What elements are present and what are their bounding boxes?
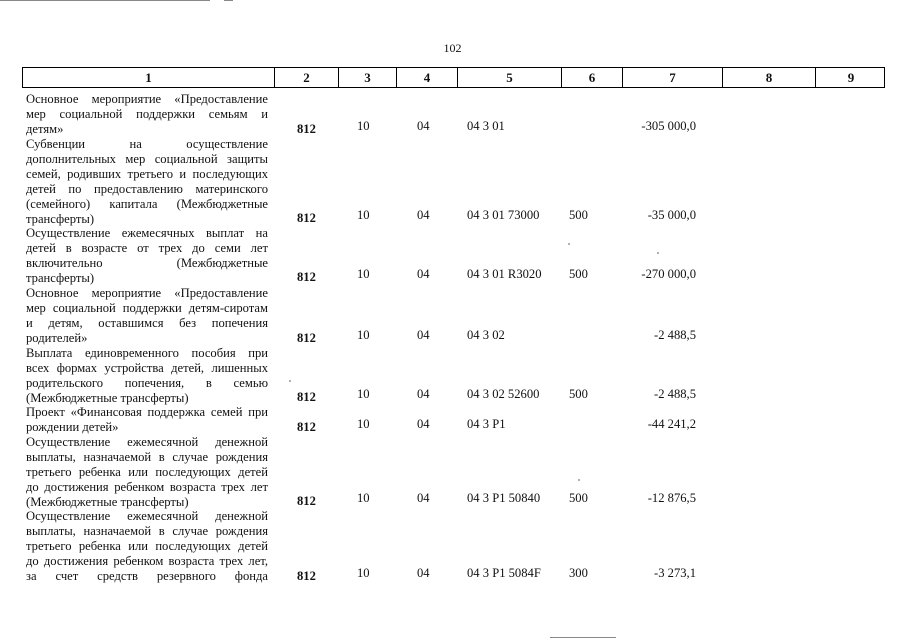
cell-ministry-code: 812 [297, 211, 316, 225]
cell-amount: -305 000,0 [641, 119, 696, 133]
cell-subsection: 04 [417, 119, 430, 133]
row-name-line: детям» [26, 121, 64, 136]
row-name-line: выплаты, назначаемой в случае рождения [26, 523, 268, 538]
cell-ministry-code: 812 [297, 569, 316, 583]
cell-subsection: 04 [417, 328, 430, 342]
cell-ministry-code: 812 [297, 494, 316, 508]
cell-subsection: 04 [417, 267, 430, 281]
row-name-line: за счет средств резервного фонда [26, 568, 268, 583]
header-cell: 2 [274, 68, 338, 87]
cell-section: 10 [357, 566, 370, 580]
cell-ministry-code: 812 [297, 270, 316, 284]
header-cell: 5 [457, 68, 561, 87]
cell-expense-type: 500 [569, 208, 588, 222]
row-name-line: мер социальной поддержки семьям и [26, 106, 268, 121]
scan-edge-line [550, 637, 616, 638]
row-name-line: включительно (Межбюджетные [26, 255, 268, 270]
row-name-line: трансферты) [26, 270, 95, 285]
row-name-line: детей по предоставлению материнского [26, 181, 268, 196]
row-name [26, 286, 268, 346]
header-cell: 8 [722, 68, 815, 87]
cell-subsection: 04 [417, 387, 430, 401]
row-name-line: до достижения ребенком возраста трех лет [26, 479, 268, 494]
cell-ministry-code: 812 [297, 331, 316, 345]
cell-section: 10 [357, 119, 370, 133]
cell-ministry-code: 812 [297, 420, 316, 434]
row-name [26, 92, 268, 137]
cell-subsection: 04 [417, 566, 430, 580]
row-name-line: родительского попечения, в семью [26, 375, 268, 390]
page-number: 102 [443, 41, 462, 55]
row-name [26, 435, 268, 510]
cell-amount: -270 000,0 [641, 267, 696, 281]
row-name-line: семей, родивших третьего и последующих [26, 166, 268, 181]
header-cell: 7 [622, 68, 722, 87]
cell-target-article: 04 3 01 73000 [467, 208, 540, 222]
cell-expense-type: 500 [569, 267, 588, 281]
row-name-line: третьего ребенка или последующих детей [26, 464, 268, 479]
row-name [26, 346, 268, 406]
cell-target-article: 04 3 02 [467, 328, 505, 342]
row-name-line: всех формах устройства детей, лишенных [26, 360, 268, 375]
header-cell: 3 [338, 68, 396, 87]
header-cell: 9 [815, 68, 886, 87]
row-name-line: Осуществление ежемесячной денежной [26, 509, 268, 523]
cell-target-article: 04 3 01 R3020 [467, 267, 542, 281]
row-name [26, 137, 268, 226]
row-name-line: Осуществление ежемесячных выплат на [26, 226, 268, 240]
cell-expense-type: 500 [569, 491, 588, 505]
row-name-line: дополнительных мер социальной защиты [26, 151, 268, 166]
cell-subsection: 04 [417, 417, 430, 431]
cell-amount: -2 488,5 [654, 387, 696, 401]
row-name-line: третьего ребенка или последующих детей [26, 538, 268, 553]
header-cell: 4 [396, 68, 457, 87]
cell-target-article: 04 3 P1 50840 [467, 491, 541, 505]
row-name-line: Проект «Финансовая поддержка семей при [26, 405, 268, 419]
scan-edge-line [224, 0, 233, 1]
row-name-line: и детям, оставшимся без попечения [26, 315, 268, 330]
row-name-line: (Межбюджетные трансферты) [26, 390, 189, 405]
scan-edge-line [0, 0, 210, 1]
row-name-line: выплаты, назначаемой в случае рождения [26, 449, 268, 464]
row-name-line: родителей» [26, 330, 88, 345]
cell-expense-type: 300 [569, 566, 588, 580]
row-name-line: детей в возрасте от трех до семи лет [26, 240, 268, 255]
row-name [26, 405, 268, 435]
row-name-line: Субвенции на осуществление [26, 137, 268, 151]
row-name-line: рождении детей» [26, 419, 119, 434]
cell-section: 10 [357, 417, 370, 431]
cell-amount: -35 000,0 [647, 208, 696, 222]
row-name-line: (Межбюджетные трансферты) [26, 494, 189, 509]
cell-target-article: 04 3 01 [467, 119, 505, 133]
cell-target-article: 04 3 02 52600 [467, 387, 540, 401]
cell-section: 10 [357, 267, 370, 281]
cell-section: 10 [357, 328, 370, 342]
cell-target-article: 04 3 P1 5084F [467, 566, 541, 580]
cell-ministry-code: 812 [297, 122, 316, 136]
cell-amount: -44 241,2 [647, 417, 696, 431]
cell-target-article: 04 3 P1 [467, 417, 506, 431]
cell-amount: -3 273,1 [654, 566, 696, 580]
row-name-line: Основное мероприятие «Предоставление [26, 286, 268, 300]
row-name-line: (семейного) капитала (Межбюджетные [26, 196, 268, 211]
scan-speck [568, 243, 570, 245]
row-name [26, 226, 268, 286]
cell-section: 10 [357, 387, 370, 401]
row-name-line: Основное мероприятие «Предоставление [26, 92, 268, 106]
cell-section: 10 [357, 491, 370, 505]
header-cell: 1 [145, 70, 152, 85]
row-name-line: мер социальной поддержки детям-сиротам [26, 300, 268, 315]
cell-ministry-code: 812 [297, 390, 316, 404]
row-name-line: Выплата единовременного пособия при [26, 346, 268, 360]
row-name [26, 509, 268, 584]
row-name-line: Осуществление ежемесячной денежной [26, 435, 268, 449]
cell-section: 10 [357, 208, 370, 222]
cell-amount: -2 488,5 [654, 328, 696, 342]
header-cell: 6 [561, 68, 622, 87]
cell-subsection: 04 [417, 208, 430, 222]
cell-amount: -12 876,5 [647, 491, 696, 505]
table-header-row [22, 67, 885, 88]
cell-expense-type: 500 [569, 387, 588, 401]
scan-speck [657, 252, 659, 254]
row-name-line: до достижения ребенком возраста трех лет, [26, 553, 268, 568]
scan-speck [578, 479, 580, 481]
scan-speck [289, 380, 291, 382]
row-name-line: трансферты) [26, 211, 95, 226]
cell-subsection: 04 [417, 491, 430, 505]
